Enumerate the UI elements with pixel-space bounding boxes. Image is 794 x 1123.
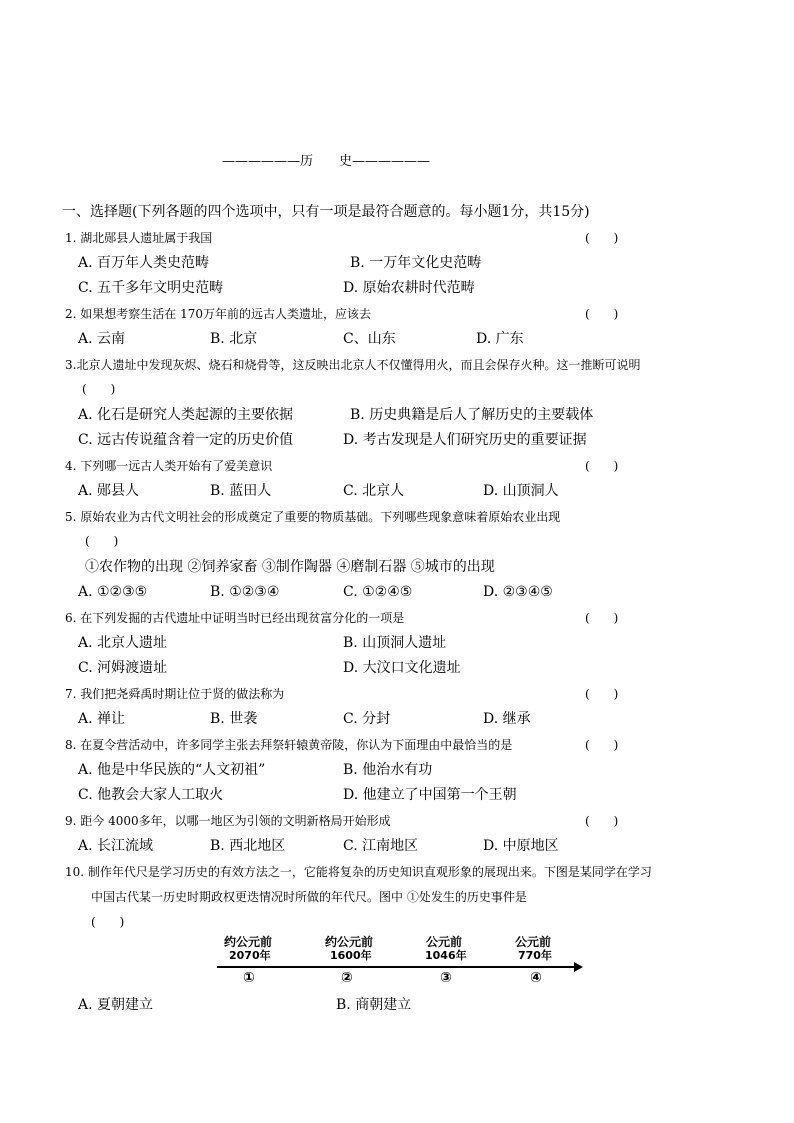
option: C. 河姆渡遗址	[78, 660, 168, 676]
answer-paren: ( )	[585, 611, 619, 625]
timeline-year-2: 1600年	[330, 949, 372, 962]
option: B. ①②③④	[210, 584, 280, 600]
option: C. 他教会大家人工取火	[78, 787, 224, 803]
option: D. 他建立了中国第一个王朝	[343, 787, 517, 803]
option: A. 化石是研究人类起源的主要依据	[78, 407, 294, 423]
timeline-label-4: 公元前	[515, 935, 552, 949]
option: C. 五千多年文明史范畴	[78, 280, 224, 296]
option: D. 山顶洞人	[483, 483, 559, 499]
question-stem: 6. 在下列发掘的古代遗址中证明当时已经出现贫富分化的一项是	[65, 611, 405, 625]
question-stem: 3.北京人遗址中发现灰烬、烧石和烧骨等，这反映出北京人不仅懂得用火，而且会保存火种。这一推断可说明	[65, 358, 641, 372]
timeline-year-4: 770年	[518, 949, 552, 962]
timeline-label-1: 约公元前	[224, 935, 273, 949]
option: A. 郧县人	[78, 483, 140, 499]
option: B. 世袭	[210, 711, 258, 727]
option: D. 广东	[476, 331, 524, 347]
timeline-year-3: 1046年	[425, 949, 467, 962]
answer-paren: ( )	[585, 307, 619, 321]
question-stem: 2. 如果想考察生活在 170万年前的远古人类遗址，应该去	[65, 307, 371, 321]
answer-paren: ( )	[585, 231, 619, 245]
question-stem: 7. 我们把尧舜禹时期让位于贤的做法称为	[65, 687, 285, 701]
option: D. 继承	[483, 711, 531, 727]
timeline-year-1: 2070年	[229, 949, 271, 962]
option: A. ①②③⑤	[78, 584, 148, 600]
section-title: 一、选择题(下列各题的四个选项中，只有一项是最符合题意的。每小题1分，共15分)	[62, 204, 590, 220]
option: A. 百万年人类史范畴	[78, 255, 210, 271]
option: D. ②③④⑤	[483, 584, 553, 600]
answer-paren: ( )	[585, 814, 619, 828]
answer-paren: ( )	[85, 534, 119, 548]
question-stem-continued: 中国古代某一历史时期政权更迭情况时所做的年代尺。图中 ①处发生的历史事件是	[91, 890, 527, 904]
question-stem: 4. 下列哪一远古人类开始有了爱美意识	[65, 459, 273, 473]
option: D. 中原地区	[483, 838, 559, 854]
option: C. ①②④⑤	[343, 584, 413, 600]
option: A. 夏朝建立	[78, 997, 154, 1013]
option: B. 他治水有功	[343, 762, 433, 778]
option: A. 他是中华民族的“人文初祖”	[78, 762, 266, 778]
answer-paren: ( )	[585, 687, 619, 701]
option: C. 分封	[343, 711, 391, 727]
option: C. 江南地区	[343, 838, 419, 854]
question-stem: 8. 在夏令营活动中，许多同学主张去拜祭轩辕黄帝陵，你认为下面理由中最恰当的是	[65, 738, 513, 752]
option: B. 商朝建立	[336, 997, 412, 1013]
timeline-axis	[217, 966, 575, 968]
question-stem: 5. 原始农业为古代文明社会的形成奠定了重要的物质基础。下列哪些现象意味着原始农业出现	[65, 510, 561, 524]
question-items: ①农作物的出现 ②饲养家畜 ③制作陶器 ④磨制石器 ⑤城市的出现	[85, 559, 495, 575]
option: C. 远古传说蕴含着一定的历史价值	[78, 432, 294, 448]
option: A. 禅让	[78, 711, 126, 727]
answer-paren: ( )	[585, 738, 619, 752]
answer-paren: ( )	[585, 459, 619, 473]
timeline-marker-1: ①	[243, 970, 255, 986]
option: C、山东	[343, 331, 396, 347]
question-stem: 10. 制作年代尺是学习历史的有效方法之一，它能将复杂的历史知识直观形象的展现出来。下图是某同学在学习	[65, 865, 652, 879]
question-stem: 9. 距今 4000多年，以哪一地区为引领的文明新格局开始形成	[65, 814, 391, 828]
option: D. 大汶口文化遗址	[343, 660, 461, 676]
timeline-marker-4: ④	[530, 970, 542, 986]
option: A. 长江流域	[78, 838, 154, 854]
option: B. 蓝田人	[210, 483, 272, 499]
option: B. 历史典籍是后人了解历史的主要载体	[350, 407, 594, 423]
timeline-marker-2: ②	[341, 970, 353, 986]
option: C. 北京人	[343, 483, 405, 499]
option: B. 一万年文化史范畴	[350, 255, 482, 271]
option: D. 原始农耕时代范畴	[343, 280, 475, 296]
timeline-label-2: 约公元前	[325, 935, 374, 949]
timeline-label-3: 公元前	[426, 935, 463, 949]
option: A. 北京人遗址	[78, 635, 168, 651]
option: D. 考古发现是人们研究历史的重要证据	[343, 432, 587, 448]
option: B. 北京	[210, 331, 258, 347]
answer-paren: ( )	[91, 915, 125, 929]
question-stem: 1. 湖北郧县人遗址属于我国	[65, 231, 213, 245]
answer-paren: ( )	[82, 382, 116, 396]
option: B. 西北地区	[210, 838, 286, 854]
option: A. 云南	[78, 331, 126, 347]
timeline-marker-3: ③	[440, 970, 452, 986]
page-title: ——————历 史——————	[222, 154, 431, 169]
option: B. 山顶洞人遗址	[343, 635, 447, 651]
timeline-arrow-icon	[574, 962, 583, 972]
